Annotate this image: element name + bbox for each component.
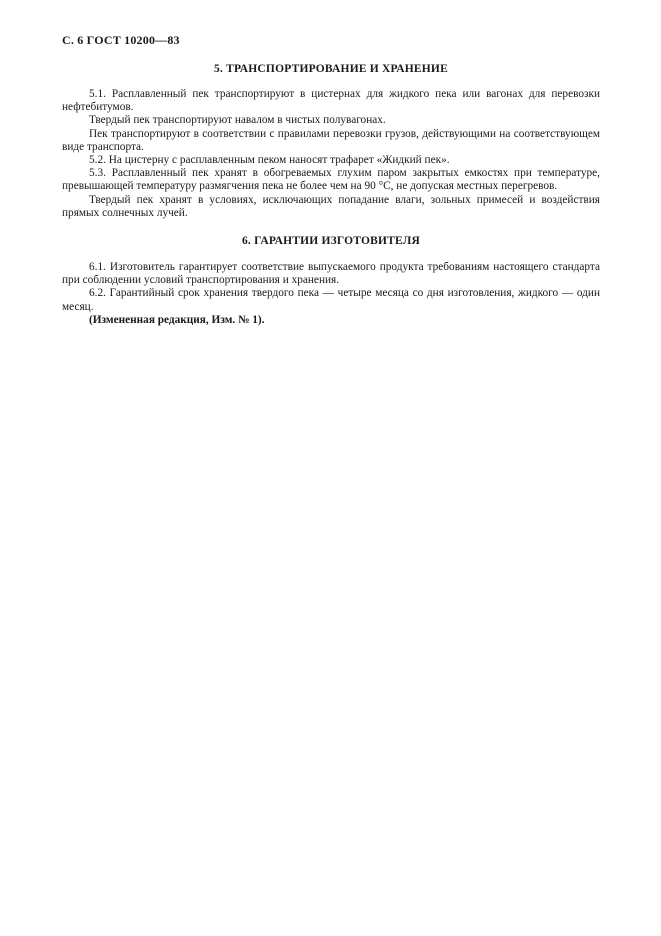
- paragraph-5-1-rules: Пек транспортируют в соответствии с правилами перевозки грузов, действующими на соответствующем виде транспорта.: [62, 127, 600, 153]
- paragraph-5-1-solid-pitch: Твердый пек транспортируют навалом в чистых полувагонах.: [89, 114, 386, 127]
- paragraph-5-1: 5.1. Расплавленный пек транспортируют в цистернах для жидкого пека или вагонах для перевозки нефтебитумов.: [62, 88, 600, 114]
- paragraph-6-2: 6.2. Гарантийный срок хранения твердого пека — четыре месяца со дня изготовления, жидкого — один месяц.: [62, 287, 600, 313]
- section-5-title: 5. ТРАНСПОРТИРОВАНИЕ И ХРАНЕНИЕ: [214, 63, 448, 75]
- paragraph-5-3-solid-storage: Твердый пек хранят в условиях, исключающих попадание влаги, зольных примесей и воздействия прямых солнечных лучей.: [62, 193, 600, 219]
- running-head: С. 6 ГОСТ 10200—83: [62, 33, 180, 47]
- paragraph-5-3: 5.3. Расплавленный пек хранят в обогреваемых глухим паром закрытых емкостях при температуре, превышающей температуру размягчения пека не более чем на 90 °С, не допуская местных перегревов.: [62, 167, 600, 193]
- paragraph-5-2: 5.2. На цистерну с расплавленным пеком наносят трафарет «Жидкий пек».: [89, 154, 450, 167]
- section-6-title: 6. ГАРАНТИИ ИЗГОТОВИТЕЛЯ: [241, 235, 421, 248]
- amendment-note: (Измененная редакция, Изм. № 1).: [89, 313, 265, 326]
- page-content: [62, 62, 600, 327]
- paragraph-6-1: 6.1. Изготовитель гарантирует соответствие выпускаемого продукта требованиям настоящего стандарта при соблюдении условий транспортирования и хранения.: [62, 261, 600, 287]
